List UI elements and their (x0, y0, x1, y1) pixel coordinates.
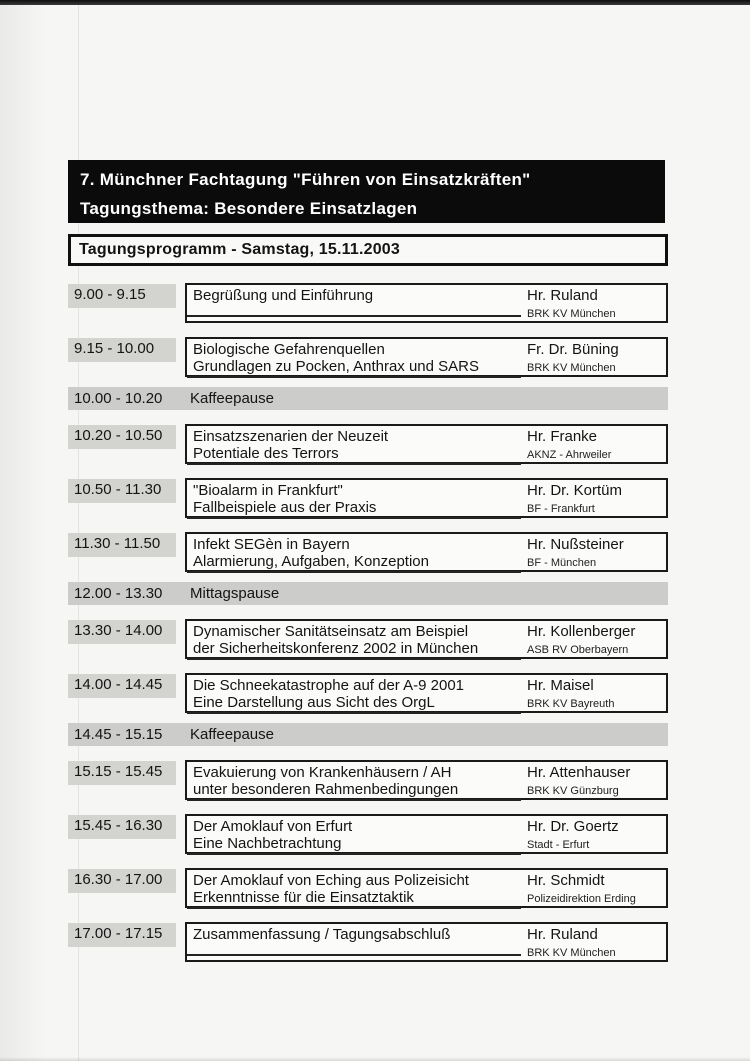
session-box (185, 814, 668, 854)
schedule-row (68, 868, 668, 908)
time-label: 9.00 - 9.15 (68, 284, 176, 308)
session-box (185, 283, 668, 323)
pause-row (68, 387, 668, 410)
speaker-affiliation: BRK KV München (527, 947, 616, 959)
time-label: 15.45 - 16.30 (68, 815, 176, 839)
session-speaker (527, 765, 630, 797)
session-speaker (527, 429, 611, 461)
conference-subtitle: Tagungsthema: Besondere Einsatzlagen (80, 199, 418, 218)
session-topic: Dynamischer Sanitätseinsatz am Beispiel der Sicherheitskonferenz 2002 in München (187, 623, 521, 660)
speaker-name: Hr. Nußsteiner (527, 536, 624, 553)
time-label: 12.00 - 13.30 (74, 585, 163, 602)
session-speaker (527, 819, 619, 851)
time-label: 10.50 - 11.30 (68, 479, 176, 503)
program-header-box (68, 234, 668, 266)
speaker-affiliation: BF - München (527, 557, 597, 569)
session-speaker (527, 537, 624, 569)
schedule (68, 283, 668, 976)
session-speaker (527, 624, 635, 656)
speaker-name: Hr. Franke (527, 428, 598, 445)
speaker-name: Hr. Dr. Kortüm (527, 482, 623, 499)
time-label: 14.45 - 15.15 (74, 726, 163, 743)
speaker-affiliation: BRK KV München (527, 308, 616, 320)
pause-label: Kaffeepause (190, 726, 274, 743)
pause-label: Mittagspause (190, 585, 280, 602)
time-label: 10.20 - 10.50 (68, 425, 176, 449)
session-topic: Einsatzszenarien der Neuzeit Potentiale des Terrors (187, 428, 521, 465)
session-topic: Biologische Gefahrenquellen Grundlagen zu Pocken, Anthrax und SARS (187, 341, 521, 378)
schedule-row (68, 673, 668, 713)
schedule-row (68, 922, 668, 962)
speaker-affiliation: BRK KV Günzburg (527, 785, 619, 797)
time-label: 14.00 - 14.45 (68, 674, 176, 698)
session-topic: Zusammenfassung / Tagungsabschluß (187, 926, 521, 956)
session-topic: Begrüßung und Einführung (187, 287, 521, 317)
schedule-row (68, 337, 668, 377)
schedule-row (68, 619, 668, 659)
pause-label: Kaffeepause (190, 390, 274, 407)
pause-row (68, 582, 668, 605)
speaker-name: Fr. Dr. Büning (527, 341, 619, 358)
scan-edge-top (0, 0, 750, 5)
program-header: Tagungsprogramm - Samstag, 15.11.2003 (79, 241, 401, 258)
session-box (185, 478, 668, 518)
session-speaker (527, 678, 614, 710)
schedule-row (68, 283, 668, 323)
time-label: 17.00 - 17.15 (68, 923, 176, 947)
session-topic: Der Amoklauf von Erfurt Eine Nachbetrachtung (187, 818, 521, 855)
time-label: 16.30 - 17.00 (68, 869, 176, 893)
session-box (185, 673, 668, 713)
time-label: 10.00 - 10.20 (74, 390, 163, 407)
speaker-affiliation: BRK KV München (527, 362, 616, 374)
session-topic: Der Amoklauf von Eching aus Polizeisicht Erkenntnisse für die Einsatztaktik (187, 872, 521, 909)
scan-edge-bottom (0, 1057, 750, 1061)
schedule-row (68, 478, 668, 518)
time-label: 11.30 - 11.50 (68, 533, 176, 557)
session-speaker (527, 483, 622, 515)
speaker-affiliation: Stadt - Erfurt (527, 839, 590, 851)
schedule-row (68, 532, 668, 572)
session-box (185, 619, 668, 659)
schedule-row (68, 814, 668, 854)
session-speaker (527, 342, 619, 374)
session-topic: Infekt SEGèn in Bayern Alarmierung, Aufgaben, Konzeption (187, 536, 521, 573)
session-speaker (527, 873, 636, 905)
speaker-name: Hr. Attenhauser (527, 764, 631, 781)
speaker-name: Hr. Ruland (527, 287, 598, 304)
session-box (185, 337, 668, 377)
time-label: 15.15 - 15.45 (68, 761, 176, 785)
session-speaker (527, 288, 616, 320)
speaker-name: Hr. Ruland (527, 926, 598, 943)
pause-row (68, 723, 668, 746)
session-topic: Evakuierung von Krankenhäusern / AH unter besonderen Rahmenbedingungen (187, 764, 521, 801)
session-box (185, 424, 668, 464)
scan-shade-left (0, 5, 46, 1061)
session-topic: Die Schneekatastrophe auf der A-9 2001 Eine Darstellung aus Sicht des OrgL (187, 677, 521, 714)
conference-title-bar (68, 160, 665, 223)
session-topic: "Bioalarm in Frankfurt" Fallbeispiele aus der Praxis (187, 482, 521, 519)
speaker-affiliation: BRK KV Bayreuth (527, 698, 615, 710)
speaker-affiliation: ASB RV Oberbayern (527, 644, 629, 656)
speaker-affiliation: Polizeidirektion Erding (527, 893, 636, 905)
session-box (185, 922, 668, 962)
schedule-row (68, 760, 668, 800)
session-box (185, 868, 668, 908)
session-speaker (527, 927, 616, 959)
session-box (185, 532, 668, 572)
speaker-name: Hr. Dr. Goertz (527, 818, 619, 835)
speaker-name: Hr. Kollenberger (527, 623, 636, 640)
speaker-affiliation: BF - Frankfurt (527, 503, 595, 515)
time-label: 13.30 - 14.00 (68, 620, 176, 644)
speaker-name: Hr. Schmidt (527, 872, 605, 889)
session-box (185, 760, 668, 800)
schedule-row (68, 424, 668, 464)
speaker-affiliation: AKNZ - Ahrweiler (527, 449, 612, 461)
speaker-name: Hr. Maisel (527, 677, 594, 694)
time-label: 9.15 - 10.00 (68, 338, 176, 362)
conference-title: 7. Münchner Fachtagung "Führen von Einsatzkräften" (80, 170, 531, 189)
